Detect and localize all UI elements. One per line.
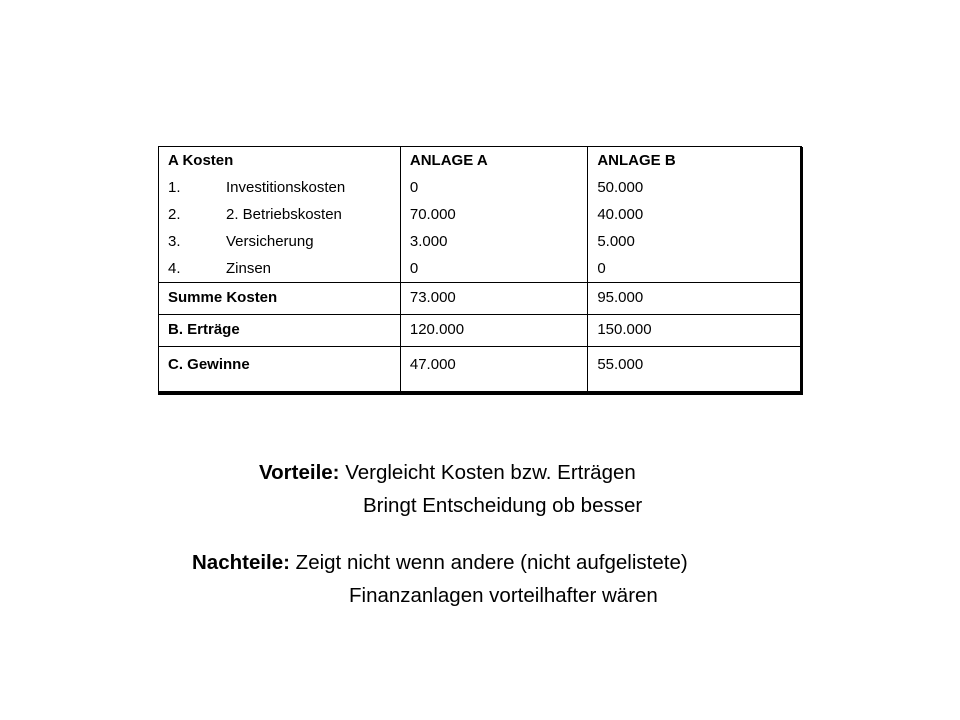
anlage-b-value: 40.000 xyxy=(597,206,644,223)
anlage-a-value: 3.000 xyxy=(409,233,448,250)
anlage-b-value: 5.000 xyxy=(597,233,635,250)
list-item xyxy=(168,174,400,201)
costs-heading: A Kosten xyxy=(168,152,234,169)
table-row xyxy=(159,283,802,315)
anlage-a-value: 120.000 xyxy=(400,315,587,347)
vorteile-label: Vorteile: xyxy=(259,461,340,484)
anlage-a-value: 0 xyxy=(409,179,419,196)
anlage-a-value: 0 xyxy=(409,260,419,277)
nachteile-label: Nachteile: xyxy=(192,551,290,574)
anlage-b-heading: ANLAGE B xyxy=(597,152,676,169)
anlage-b-value: 150.000 xyxy=(588,315,802,347)
list-number: 4. xyxy=(168,260,181,277)
anlage-b-value: 95.000 xyxy=(588,283,802,315)
list-number: 2. xyxy=(168,206,181,223)
anlage-b-value: 0 xyxy=(597,260,606,277)
list-label: 2. Betriebskosten xyxy=(226,206,342,223)
anlage-b-cell xyxy=(588,147,802,283)
table-border-right xyxy=(800,147,803,394)
list-number: 3. xyxy=(168,233,181,250)
nachteile-text-1: Zeigt nicht wenn andere (nicht aufgelistete) xyxy=(289,551,688,574)
anlage-a-value: 47.000 xyxy=(400,347,587,392)
comparison-table xyxy=(158,146,802,392)
row-label: C. Gewinne xyxy=(159,347,401,392)
anlage-b-value: 55.000 xyxy=(588,347,802,392)
anlage-b-value: 50.000 xyxy=(597,179,644,196)
table-border-bottom xyxy=(158,392,803,395)
vorteile-text-2: Bringt Entscheidung ob besser xyxy=(363,494,643,517)
table-row xyxy=(159,347,802,392)
list-label: Investitionskosten xyxy=(226,179,346,196)
list-item xyxy=(168,201,400,228)
table-row xyxy=(159,315,802,347)
anlage-a-cell xyxy=(400,147,587,283)
row-label: B. Erträge xyxy=(159,315,401,347)
vorteile-text-1: Vergleicht Kosten bzw. Erträgen xyxy=(339,461,636,484)
table-row xyxy=(159,147,802,283)
list-item xyxy=(168,255,400,282)
cost-items-cell xyxy=(159,147,401,283)
list-label: Versicherung xyxy=(226,233,314,250)
anlage-a-heading: ANLAGE A xyxy=(409,152,488,169)
anlage-a-value: 70.000 xyxy=(409,206,456,223)
vorteile-line-1 xyxy=(259,456,636,489)
list-label: Zinsen xyxy=(226,260,272,277)
anlage-a-value: 73.000 xyxy=(400,283,587,315)
list-number: 1. xyxy=(168,179,181,196)
nachteile-line-1 xyxy=(192,546,688,579)
list-item xyxy=(168,228,400,255)
row-label: Summe Kosten xyxy=(159,283,401,315)
nachteile-text-2: Finanzanlagen vorteilhafter wären xyxy=(349,584,658,607)
